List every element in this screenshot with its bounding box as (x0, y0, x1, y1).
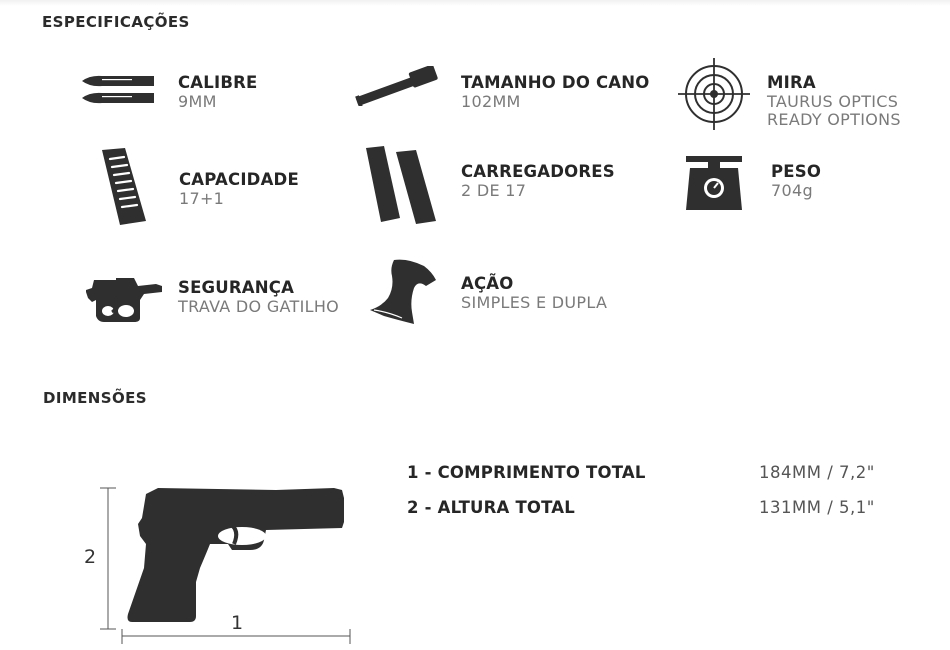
scale-icon (684, 154, 744, 212)
top-shadow (0, 0, 950, 6)
pistol-silhouette-icon (80, 478, 360, 650)
spec-sight-label: MIRA (767, 73, 816, 92)
spec-action-value: SIMPLES E DUPLA (461, 293, 608, 312)
dimension-height-value: 131MM / 5,1" (759, 498, 875, 517)
spec-sight-value-line1: TAURUS OPTICS (767, 92, 899, 111)
spec-sight-value-line2: READY OPTIONS (767, 110, 901, 129)
spec-capacity-value: 17+1 (179, 189, 225, 208)
spec-safety-label: SEGURANÇA (178, 278, 295, 297)
dimension-row-height (407, 498, 927, 520)
spec-weight-label: PESO (771, 162, 822, 181)
length-marker-label: 1 (231, 612, 244, 634)
spec-capacity-label: CAPACIDADE (179, 170, 299, 189)
dimension-row-length (407, 463, 927, 485)
spec-safety-value: TRAVA DO GATILHO (178, 297, 340, 316)
spec-calibre-label: CALIBRE (178, 73, 258, 92)
spec-magazines-label: CARREGADORES (461, 162, 615, 181)
spec-calibre-value: 9MM (178, 92, 217, 111)
dimension-length-label: 1 - COMPRIMENTO TOTAL (407, 463, 646, 482)
spec-barrel-value: 102MM (461, 92, 521, 111)
magazine-icon (100, 147, 150, 227)
spec-barrel-label: TAMANHO DO CANO (461, 73, 650, 92)
magazines-icon (364, 146, 440, 226)
barrel-icon (350, 66, 442, 106)
dimensions-section-title: DIMENSÕES (43, 389, 147, 407)
spec-action-label: AÇÃO (461, 274, 514, 293)
spec-magazines-value: 2 DE 17 (461, 181, 527, 200)
crosshair-icon (678, 58, 750, 130)
bullets-icon (80, 74, 158, 108)
hammer-icon (368, 258, 440, 326)
dimension-height-label: 2 - ALTURA TOTAL (407, 498, 575, 517)
trigger-guard-icon (86, 278, 164, 322)
pistol-dimension-diagram (80, 478, 360, 650)
dimension-length-value: 184MM / 7,2" (759, 463, 875, 482)
spec-weight-value: 704g (771, 181, 813, 200)
height-marker-label: 2 (84, 546, 97, 568)
specs-section-title: ESPECIFICAÇÕES (42, 13, 190, 31)
